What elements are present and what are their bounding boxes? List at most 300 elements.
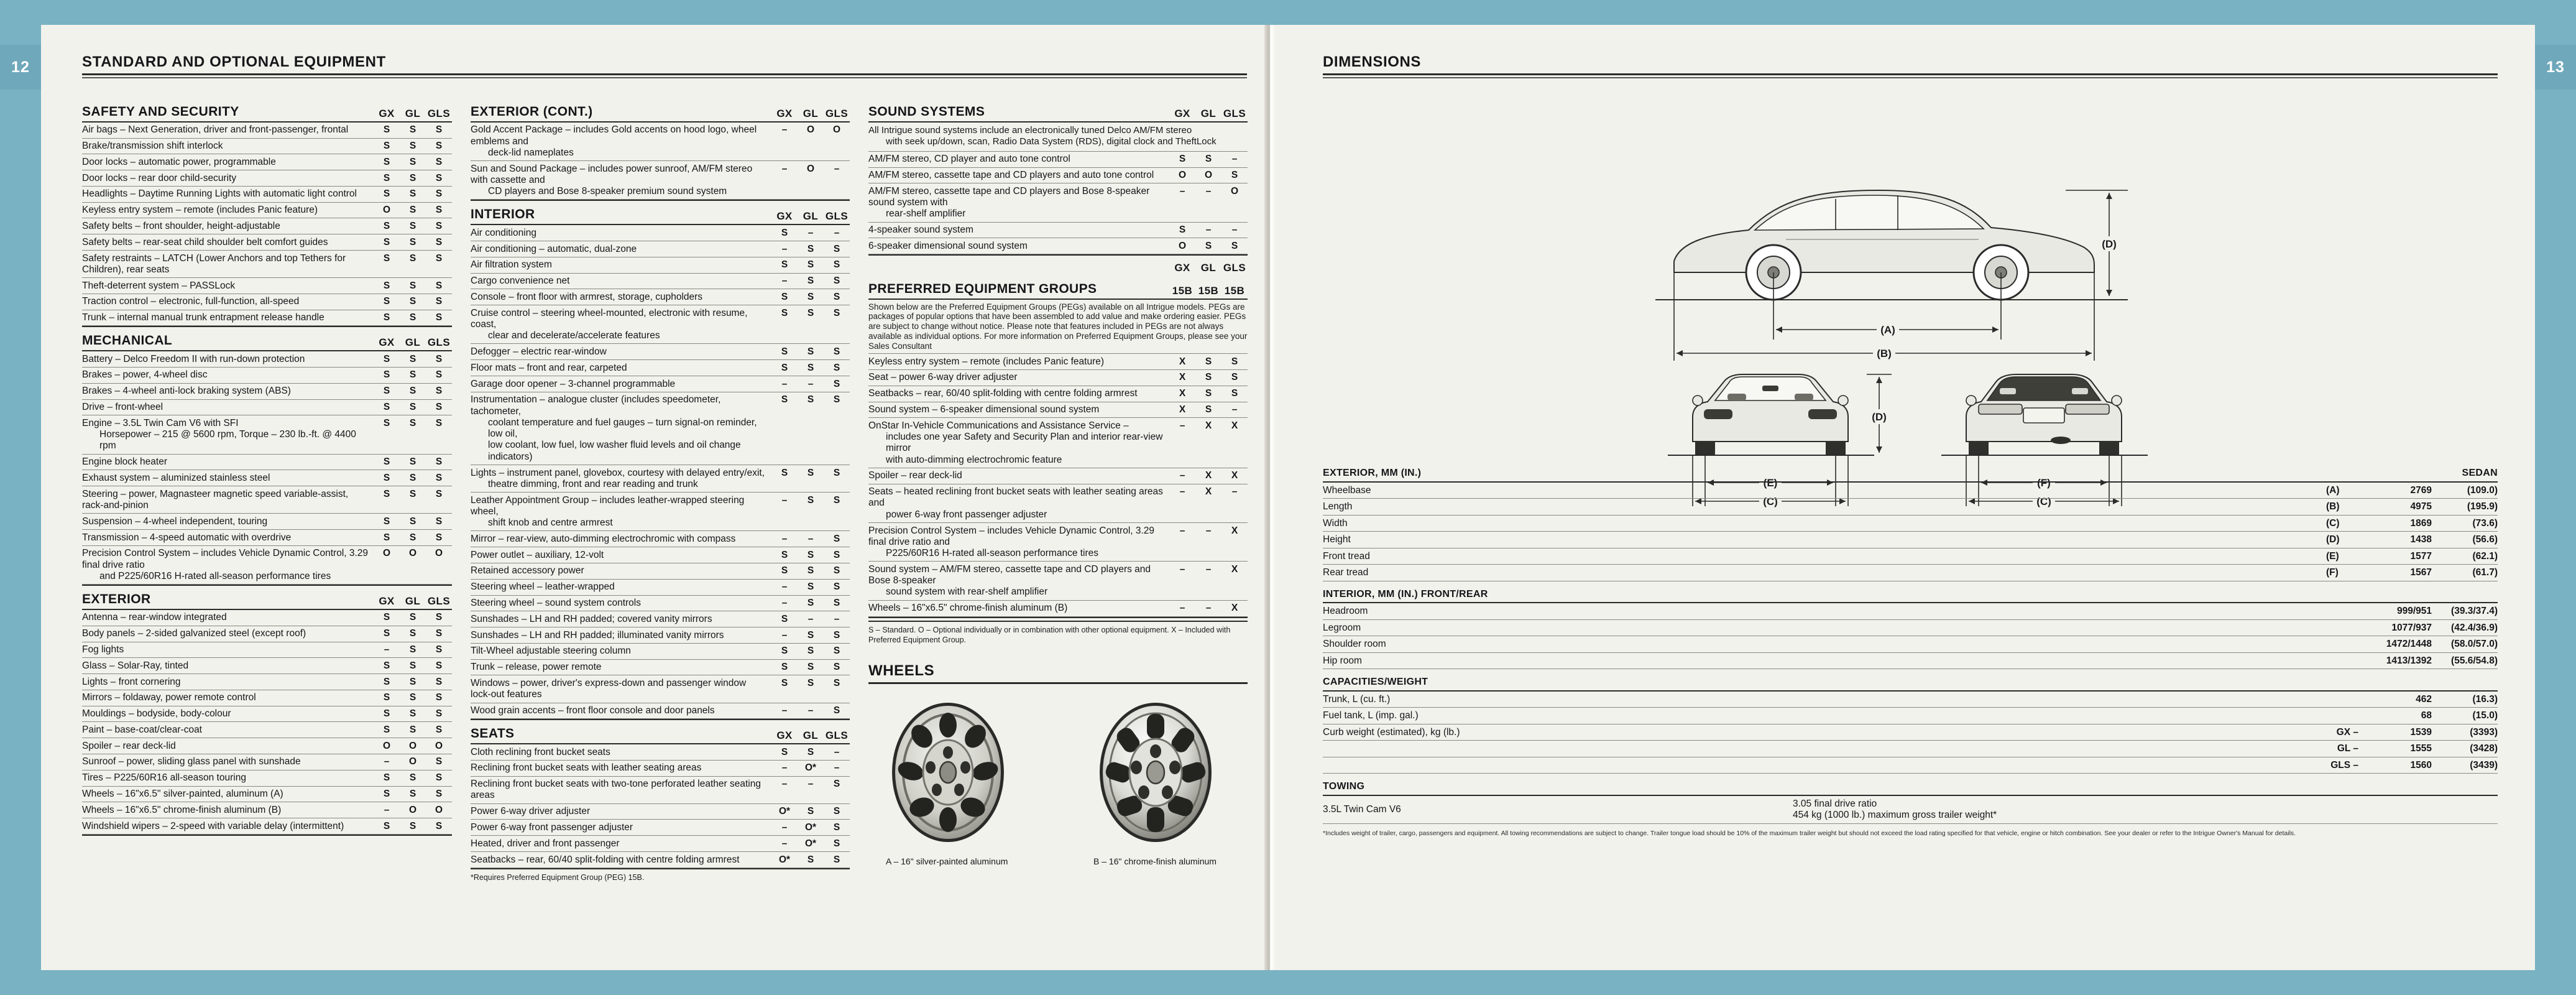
spec-label: Sound system – 6-speaker dimensional sound system bbox=[868, 404, 1100, 415]
spec-value: S bbox=[435, 456, 443, 468]
spec-row bbox=[868, 151, 1248, 167]
spec-row bbox=[471, 392, 850, 465]
spec-row bbox=[82, 234, 452, 251]
spec-value: S bbox=[383, 252, 390, 264]
wheels-section bbox=[868, 662, 1248, 866]
spec-row bbox=[868, 600, 1248, 616]
trim-header: GLS bbox=[427, 595, 451, 607]
spec-value: O* bbox=[778, 806, 791, 817]
spec-row bbox=[82, 802, 452, 818]
spec-value: S bbox=[435, 676, 443, 687]
dimension-label: Headroom bbox=[1323, 606, 1368, 616]
dimension-row bbox=[1323, 532, 2498, 548]
trim-header: GX bbox=[776, 107, 793, 119]
spec-value: S bbox=[435, 353, 443, 364]
spec-value: S bbox=[383, 612, 390, 623]
spec-label: Paint – base-coat/clear-coat bbox=[82, 724, 202, 735]
dimension-key: (B) bbox=[2326, 501, 2340, 512]
dimension-label: Hip room bbox=[1323, 655, 1362, 666]
spec-table-2 bbox=[471, 98, 850, 869]
spec-value: S bbox=[1231, 170, 1238, 181]
spec-group-label: SOUND SYSTEMS bbox=[868, 104, 985, 119]
spec-label: Lights – front cornering bbox=[82, 676, 181, 687]
spec-row bbox=[82, 122, 452, 138]
label-length: (B) bbox=[1877, 348, 1892, 359]
spec-value: O bbox=[1178, 170, 1187, 181]
spec-value: S bbox=[781, 613, 788, 624]
dimension-label: Front tread bbox=[1323, 550, 1370, 562]
spec-value: – bbox=[1179, 420, 1185, 431]
spec-value: S bbox=[383, 172, 390, 183]
dimension-mm: 1472/1448 bbox=[2386, 639, 2432, 649]
spec-row bbox=[471, 776, 850, 803]
spec-value: – bbox=[384, 756, 390, 767]
spec-row bbox=[82, 138, 452, 154]
spec-value: S bbox=[807, 662, 814, 673]
spec-value: – bbox=[1179, 470, 1185, 481]
spec-table-3 bbox=[868, 98, 1248, 618]
dimension-key: (D) bbox=[2326, 534, 2340, 545]
spec-label: Sunshades – LH and RH padded; illuminated vanity mirrors bbox=[471, 629, 724, 641]
dimension-mm: 1438 bbox=[2410, 534, 2432, 545]
spec-row bbox=[471, 344, 850, 360]
spec-label: Exhaust system – aluminized stainless steel bbox=[82, 472, 270, 483]
trim-header: GL bbox=[803, 729, 819, 741]
spec-label: Keyless entry system – remote (includes Panic feature) bbox=[868, 356, 1105, 367]
spec-label: Retained accessory power bbox=[471, 565, 584, 576]
spec-label-cont: theatre dimming, front and rear reading and trunk bbox=[488, 478, 698, 489]
spec-value: S bbox=[409, 386, 416, 397]
peg-code: 15B bbox=[1172, 285, 1193, 297]
spec-row bbox=[471, 376, 850, 392]
spec-group-label: EXTERIOR bbox=[82, 592, 151, 607]
spec-value: S bbox=[435, 628, 443, 639]
capacity-row bbox=[1323, 708, 2498, 724]
spec-value: S bbox=[833, 705, 840, 716]
capacity-label bbox=[1323, 741, 2319, 757]
trim-header: GL bbox=[1200, 107, 1217, 119]
spec-value: S bbox=[781, 227, 788, 238]
spec-value: X bbox=[1231, 420, 1238, 431]
trim-header: GLS bbox=[1223, 262, 1246, 274]
spec-value: S bbox=[833, 598, 840, 609]
spec-row bbox=[82, 351, 452, 367]
spec-row bbox=[471, 703, 850, 719]
capacity-metric: 462 bbox=[2416, 693, 2432, 705]
spec-row bbox=[471, 122, 850, 161]
spec-label: Cloth reclining front bucket seats bbox=[471, 746, 610, 757]
dimension-inch: (39.3/37.4) bbox=[2451, 606, 2498, 616]
spec-label: Cargo convenience net bbox=[471, 275, 570, 287]
towing-row bbox=[1323, 795, 2498, 824]
spec-value: O bbox=[435, 740, 443, 751]
spec-row bbox=[82, 186, 452, 202]
dimension-mm: 2769 bbox=[2410, 484, 2432, 496]
spec-value: S bbox=[409, 312, 416, 323]
capacity-label: Trunk, L (cu. ft.) bbox=[1323, 693, 1391, 705]
spec-label: Lights – instrument panel, glovebox, courtesy with delayed entry/exit, bbox=[471, 467, 765, 478]
spec-value: S bbox=[409, 369, 416, 381]
spec-row bbox=[868, 167, 1248, 183]
spec-value: O bbox=[1204, 170, 1213, 181]
spec-label-cont: includes one year Safety and Security Plan and interior rear-view mirror bbox=[886, 432, 1163, 454]
spec-value: S bbox=[807, 494, 814, 506]
spec-label: Power 6-way front passenger adjuster bbox=[471, 821, 633, 833]
spec-row bbox=[471, 360, 850, 376]
spec-value: S bbox=[833, 662, 840, 673]
spec-value: – bbox=[834, 163, 840, 174]
left-page bbox=[41, 25, 1264, 970]
capacity-imperial: (3439) bbox=[2470, 759, 2498, 771]
spec-value: S bbox=[807, 746, 814, 757]
capacity-imperial: (3393) bbox=[2470, 726, 2498, 738]
spec-row bbox=[82, 486, 452, 514]
spec-value: S bbox=[807, 307, 814, 318]
spec-value: S bbox=[409, 488, 416, 499]
spec-row bbox=[82, 530, 452, 546]
dimension-inch: (55.6/54.8) bbox=[2451, 655, 2498, 666]
spec-label: Spoiler – rear deck-lid bbox=[82, 740, 176, 751]
spec-label: Tilt-Wheel adjustable steering column bbox=[471, 646, 631, 657]
spec-value: S bbox=[383, 772, 390, 784]
spec-row bbox=[868, 484, 1248, 522]
dimension-row bbox=[1323, 515, 2498, 532]
spec-value: S bbox=[781, 646, 788, 657]
spec-value: – bbox=[1231, 154, 1238, 165]
spec-value: S bbox=[435, 172, 443, 183]
dimension-mm: 1577 bbox=[2410, 550, 2432, 562]
spec-value: S bbox=[1231, 356, 1238, 367]
spec-value: – bbox=[781, 533, 788, 544]
wheels-rule bbox=[868, 682, 1248, 684]
page-gutter bbox=[1264, 25, 1276, 970]
spec-value: S bbox=[383, 312, 390, 323]
spec-value: – bbox=[781, 779, 788, 790]
spec-value: S bbox=[435, 280, 443, 291]
spec-label: Mouldings – bodyside, body-colour bbox=[82, 708, 231, 720]
interior-dimensions-table bbox=[1323, 581, 2498, 670]
spec-label: Wheels – 16"x6.5" chrome-finish aluminum (B) bbox=[82, 804, 282, 815]
spec-label: Seatbacks – rear, 60/40 split-folding with centre folding armrest bbox=[868, 388, 1138, 399]
towing-heading: TOWING bbox=[1323, 774, 2498, 795]
spec-value: S bbox=[383, 789, 390, 800]
spec-value: S bbox=[833, 291, 840, 302]
spec-value: – bbox=[384, 804, 390, 815]
spec-value: S bbox=[807, 394, 814, 405]
capacity-label bbox=[1323, 757, 2319, 774]
spec-value: S bbox=[435, 789, 443, 800]
trim-header: GL bbox=[405, 595, 421, 607]
spec-value: S bbox=[409, 612, 416, 623]
spec-value: – bbox=[781, 581, 788, 593]
trim-header: GL bbox=[803, 107, 819, 119]
spec-value: S bbox=[409, 628, 416, 639]
spec-value: S bbox=[807, 275, 814, 287]
spec-value: S bbox=[807, 646, 814, 657]
spec-value: O bbox=[408, 548, 417, 559]
right-page bbox=[1276, 25, 2535, 970]
spec-value: – bbox=[781, 275, 788, 287]
spec-value: – bbox=[781, 243, 788, 254]
spec-value: S bbox=[409, 644, 416, 655]
spec-label: Wheels – 16"x6.5" silver-painted, aluminum (A) bbox=[82, 789, 283, 800]
spec-value: S bbox=[807, 581, 814, 593]
label-side-height: (D) bbox=[2102, 238, 2117, 250]
spec-value: S bbox=[383, 188, 390, 200]
spec-label: Brake/transmission shift interlock bbox=[82, 141, 223, 152]
spec-label-cont: and P225/60R16 H-rated all-season performance tires bbox=[99, 570, 331, 581]
spec-label: Battery – Delco Freedom II with run-down protection bbox=[82, 353, 305, 364]
spec-row bbox=[868, 402, 1248, 418]
spec-value: S bbox=[1231, 388, 1238, 399]
spec-label: Safety belts – front shoulder, height-adjustable bbox=[82, 220, 280, 231]
spec-value: S bbox=[383, 417, 390, 428]
peg-title: PREFERRED EQUIPMENT GROUPS bbox=[868, 282, 1097, 297]
spec-row bbox=[82, 658, 452, 674]
dimension-inch: (195.9) bbox=[2467, 501, 2498, 512]
spec-value: – bbox=[1179, 563, 1185, 575]
spec-value: S bbox=[383, 353, 390, 364]
spec-row bbox=[82, 706, 452, 722]
wheel-b-caption: B – 16" chrome-finish aluminum bbox=[1093, 856, 1217, 866]
spec-row bbox=[82, 722, 452, 738]
spec-value: S bbox=[435, 402, 443, 413]
spec-label: Mirrors – foldaway, power remote control bbox=[82, 692, 256, 703]
spec-value: S bbox=[833, 646, 840, 657]
spec-value: S bbox=[409, 692, 416, 703]
spec-value: S bbox=[833, 779, 840, 790]
spec-label: AM/FM stereo, cassette tape and CD players and auto tone control bbox=[868, 170, 1154, 181]
dimension-row bbox=[1323, 619, 2498, 636]
spec-label: Power 6-way driver adjuster bbox=[471, 806, 591, 817]
spec-row bbox=[82, 415, 452, 454]
spec-row bbox=[868, 468, 1248, 484]
interior-heading: INTERIOR, MM (IN.) FRONT/REAR bbox=[1323, 581, 2498, 603]
spec-value: S bbox=[781, 662, 788, 673]
spec-label: Body panels – 2-sided galvanized steel (except roof) bbox=[82, 628, 306, 639]
spec-row bbox=[82, 310, 452, 326]
spec-row bbox=[82, 278, 452, 294]
spec-value: X bbox=[1231, 525, 1238, 536]
trim-header: GL bbox=[405, 107, 421, 119]
spec-value: S bbox=[1205, 356, 1212, 367]
spec-value: S bbox=[383, 532, 390, 543]
spec-label: Console – front floor with armrest, storage, cupholders bbox=[471, 291, 703, 302]
spec-row bbox=[471, 493, 850, 531]
spec-row bbox=[82, 609, 452, 626]
spec-row bbox=[82, 218, 452, 234]
exterior-heading: EXTERIOR, MM (IN.) bbox=[1323, 460, 2358, 482]
trim-header: GX bbox=[1174, 262, 1190, 274]
spec-value: S bbox=[1205, 372, 1212, 383]
spec-row bbox=[471, 161, 850, 200]
spec-value: S bbox=[833, 307, 840, 318]
spec-value: – bbox=[807, 705, 814, 716]
spec-value: S bbox=[435, 312, 443, 323]
spec-label: Seatbacks – rear, 60/40 split-folding with centre folding armrest bbox=[471, 854, 740, 865]
spec-value: X bbox=[1205, 420, 1212, 431]
spec-group-header bbox=[471, 720, 850, 743]
spec-value: S bbox=[435, 141, 443, 152]
dimension-row bbox=[1323, 565, 2498, 581]
spec-value: S bbox=[383, 472, 390, 483]
spec-value: S bbox=[383, 820, 390, 831]
spec-value: S bbox=[807, 243, 814, 254]
spec-value: S bbox=[435, 386, 443, 397]
spec-value: S bbox=[409, 205, 416, 216]
spec-value: S bbox=[781, 291, 788, 302]
spec-label: Instrumentation – analogue cluster (includes speedometer, tachometer, bbox=[471, 394, 721, 417]
spec-value: S bbox=[409, 789, 416, 800]
spec-value: O* bbox=[804, 821, 817, 833]
spec-label: Seat – power 6-way driver adjuster bbox=[868, 372, 1018, 383]
spec-value: – bbox=[781, 124, 788, 136]
spec-value: S bbox=[435, 692, 443, 703]
spec-value: S bbox=[781, 677, 788, 688]
spec-value: S bbox=[409, 141, 416, 152]
spec-value: S bbox=[781, 565, 788, 576]
spec-value: S bbox=[409, 156, 416, 167]
spec-row bbox=[471, 803, 850, 820]
dimension-row bbox=[1323, 603, 2498, 619]
spec-value: S bbox=[833, 533, 840, 544]
spec-row bbox=[82, 674, 452, 690]
spec-value: S bbox=[833, 494, 840, 506]
dimension-label: Shoulder room bbox=[1323, 639, 1386, 649]
spec-row bbox=[471, 224, 850, 241]
page-number-right: 13 bbox=[2535, 45, 2576, 90]
spec-value: – bbox=[807, 378, 814, 389]
trim-header: GX bbox=[776, 210, 793, 223]
spec-value: – bbox=[1179, 185, 1185, 197]
spec-group-label: MECHANICAL bbox=[82, 333, 173, 348]
spec-value: S bbox=[409, 772, 416, 784]
spec-row bbox=[471, 257, 850, 273]
capacity-metric: 68 bbox=[2421, 710, 2432, 721]
trim-header: GX bbox=[379, 595, 395, 607]
spec-value: S bbox=[409, 296, 416, 307]
spec-label: Precision Control System – includes Vehicle Dynamic Control, 3.29 final drive ratio and bbox=[868, 525, 1155, 547]
spec-value: S bbox=[807, 854, 814, 865]
spec-label: Defogger – electric rear-window bbox=[471, 346, 607, 357]
spec-value: – bbox=[781, 598, 788, 609]
spec-value: – bbox=[807, 779, 814, 790]
spec-value: S bbox=[807, 291, 814, 302]
spec-value: S bbox=[383, 236, 390, 248]
spec-row bbox=[82, 545, 452, 584]
spec-value: S bbox=[435, 417, 443, 428]
spec-label: Sound system – AM/FM stereo, cassette tape and CD players and Bose 8-speaker bbox=[868, 563, 1151, 586]
dimension-mm: 1077/937 bbox=[2391, 622, 2432, 633]
spec-value: – bbox=[781, 629, 788, 641]
spec-label: Air filtration system bbox=[471, 259, 552, 271]
spec-value: S bbox=[807, 565, 814, 576]
spec-value: S bbox=[781, 259, 788, 271]
spec-value: S bbox=[409, 532, 416, 543]
spec-value: S bbox=[383, 402, 390, 413]
spec-value: O* bbox=[778, 854, 791, 865]
wheel-option-b bbox=[1093, 698, 1248, 866]
spec-label: Brakes – 4-wheel anti-lock braking system (ABS) bbox=[82, 386, 291, 397]
spec-value: – bbox=[1179, 486, 1185, 497]
spec-value: S bbox=[833, 565, 840, 576]
spec-row bbox=[471, 760, 850, 776]
spec-value: O bbox=[806, 163, 815, 174]
capacity-imperial: (15.0) bbox=[2472, 710, 2498, 721]
spec-label: Trunk – internal manual trunk entrapment release handle bbox=[82, 312, 324, 323]
wheel-a-caption: A – 16" silver-painted aluminum bbox=[886, 856, 1008, 866]
spec-row bbox=[471, 627, 850, 644]
spec-value: X bbox=[1231, 470, 1238, 481]
spec-value: S bbox=[383, 369, 390, 381]
spec-row bbox=[82, 399, 452, 415]
spec-value: O bbox=[408, 740, 417, 751]
spec-value: S bbox=[409, 417, 416, 428]
spec-label: Fog lights bbox=[82, 644, 124, 655]
dimension-label: Legroom bbox=[1323, 622, 1361, 633]
capacity-row bbox=[1323, 724, 2498, 741]
trim-header: GX bbox=[379, 107, 395, 119]
spec-value: – bbox=[1179, 525, 1185, 536]
spec-value: S bbox=[833, 275, 840, 287]
spec-value: S bbox=[409, 188, 416, 200]
spec-label: Headlights – Daytime Running Lights with automatic light control bbox=[82, 188, 357, 200]
spec-value: – bbox=[781, 821, 788, 833]
spec-row bbox=[471, 563, 850, 579]
spec-group-header bbox=[471, 200, 850, 224]
capacity-trim: GLS – bbox=[2330, 759, 2358, 771]
spec-row bbox=[82, 294, 452, 310]
label-rear-width: (C) bbox=[2036, 496, 2051, 507]
spec-group-header bbox=[82, 585, 452, 609]
capacity-metric: 1539 bbox=[2410, 726, 2432, 738]
spec-label: Transmission – 4-speed automatic with overdrive bbox=[82, 532, 292, 543]
spec-label-cont: sound system with rear-shelf amplifier bbox=[886, 586, 1048, 598]
spec-value: S bbox=[807, 467, 814, 478]
spec-value: S bbox=[807, 549, 814, 560]
spec-row bbox=[82, 786, 452, 802]
spec-row bbox=[82, 367, 452, 383]
spec-value: S bbox=[781, 362, 788, 373]
dimension-tables bbox=[1323, 460, 2498, 838]
spec-value: S bbox=[409, 402, 416, 413]
spec-label-cont: P225/60R16 H-rated all-season performance tires bbox=[886, 548, 1099, 559]
spec-row bbox=[471, 836, 850, 852]
spec-row bbox=[471, 289, 850, 305]
spec-row bbox=[471, 305, 850, 344]
spec-value: – bbox=[807, 227, 814, 238]
spec-label: Precision Control System – includes Vehicle Dynamic Control, 3.29 final drive ratio bbox=[82, 548, 369, 570]
capacity-metric: 1555 bbox=[2410, 743, 2432, 754]
spec-row bbox=[471, 595, 850, 611]
spec-value: S bbox=[807, 629, 814, 641]
trim-header: GL bbox=[405, 336, 421, 349]
spec-row bbox=[471, 547, 850, 563]
spec-row bbox=[82, 154, 452, 170]
dimension-inch: (58.0/57.0) bbox=[2451, 639, 2498, 649]
spec-label: Air conditioning bbox=[471, 227, 536, 238]
spec-value: S bbox=[807, 259, 814, 271]
spec-value: S bbox=[833, 243, 840, 254]
spec-label: 6-speaker dimensional sound system bbox=[868, 240, 1028, 251]
page-title-left: STANDARD AND OPTIONAL EQUIPMENT bbox=[82, 53, 386, 70]
label-front-height: (D) bbox=[1872, 411, 1887, 423]
spec-label: Mirror – rear-view, auto-dimming electrochromic with compass bbox=[471, 533, 736, 544]
trim-header: GX bbox=[1174, 107, 1190, 119]
spec-row bbox=[868, 562, 1248, 600]
spec-group-label: EXTERIOR (CONT.) bbox=[471, 104, 593, 119]
dimension-label: Rear tread bbox=[1323, 567, 1369, 578]
